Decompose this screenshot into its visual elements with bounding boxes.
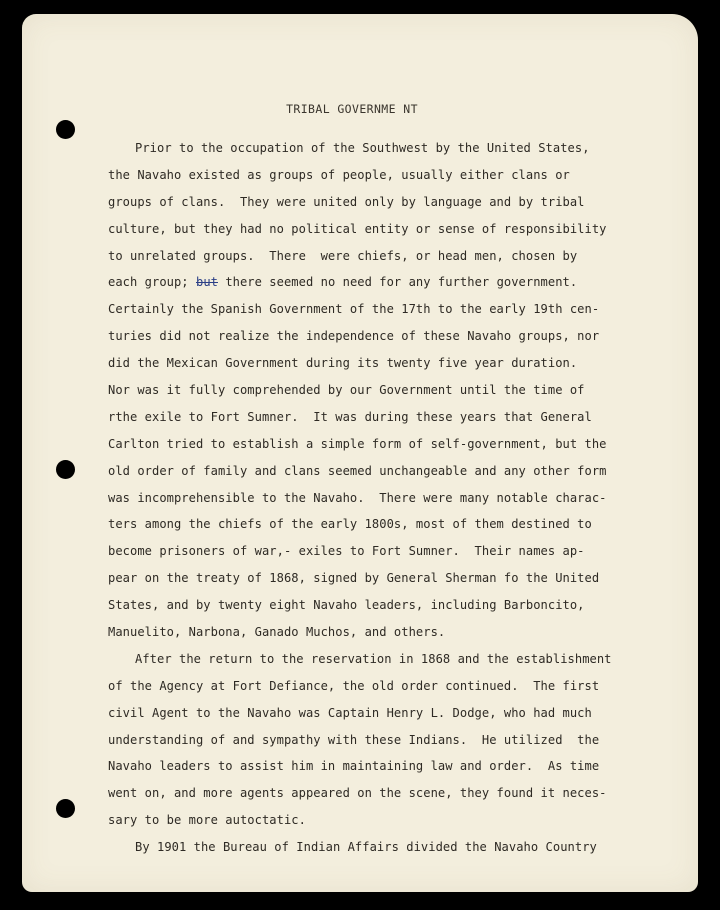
paragraph-first-line: Prior to the occupation of the Southwest by the United States, xyxy=(135,141,590,155)
text-line: rthe exile to Fort Sumner. It was during these years that General xyxy=(108,409,592,424)
text-line: Certainly the Spanish Government of the 17th to the early 19th cen- xyxy=(108,302,600,317)
text-line xyxy=(108,269,668,296)
typewritten-page xyxy=(22,14,698,892)
text-line: sary to be more autoctatic. xyxy=(108,813,306,828)
text-line: pear on the treaty of 1868, signed by General Sherman fo the United xyxy=(108,571,600,586)
text-segment: each group; xyxy=(108,275,196,290)
page-title: TRIBAL GOVERNME NT xyxy=(286,102,418,116)
text-line: ters among the chiefs of the early 1800s, most of them destined to xyxy=(108,517,592,532)
text-line: become prisoners of war,- exiles to Fort Sumner. Their names ap- xyxy=(108,544,585,559)
text-line: culture, but they had no political entity or sense of responsibility xyxy=(108,221,607,236)
text-line: went on, and more agents appeared on the scene, they found it neces- xyxy=(108,786,607,801)
text-line: Manuelito, Narbona, Ganado Muchos, and others. xyxy=(108,625,446,640)
binder-hole xyxy=(56,120,75,139)
struck-out-word: but xyxy=(195,275,218,290)
text-line: turies did not realize the independence of these Navaho groups, nor xyxy=(108,329,600,344)
body-text xyxy=(108,135,668,861)
text-segment: there seemed no need for any further government. xyxy=(217,275,578,290)
text-line: States, and by twenty eight Navaho leaders, including Barboncito, xyxy=(108,598,585,613)
text-line: Carlton tried to establish a simple form of self-government, but the xyxy=(108,436,607,451)
text-line: did the Mexican Government during its twenty five year duration. xyxy=(108,356,578,371)
text-line: understanding of and sympathy with these Indians. He utilized the xyxy=(108,732,600,747)
text-line: to unrelated groups. There were chiefs, or head men, chosen by xyxy=(108,248,578,263)
paragraph-first-line: After the return to the reservation in 1868 and the establishment xyxy=(135,651,612,666)
text-line: the Navaho existed as groups of people, usually either clans or xyxy=(108,167,570,182)
text-line: was incomprehensible to the Navaho. There were many notable charac- xyxy=(108,490,607,505)
text-line: of the Agency at Fort Defiance, the old order continued. The first xyxy=(108,678,600,693)
text-line: groups of clans. They were united only by language and by tribal xyxy=(108,194,585,209)
binder-hole xyxy=(56,460,75,479)
text-line: Nor was it fully comprehended by our Government until the time of xyxy=(108,383,585,398)
text-line: Navaho leaders to assist him in maintaining law and order. As time xyxy=(108,759,600,774)
paragraph-first-line: By 1901 the Bureau of Indian Affairs divided the Navaho Country xyxy=(135,840,597,855)
text-line: civil Agent to the Navaho was Captain Henry L. Dodge, who had much xyxy=(108,705,592,720)
text-line: old order of family and clans seemed unchangeable and any other form xyxy=(108,463,607,478)
binder-hole xyxy=(56,799,75,818)
